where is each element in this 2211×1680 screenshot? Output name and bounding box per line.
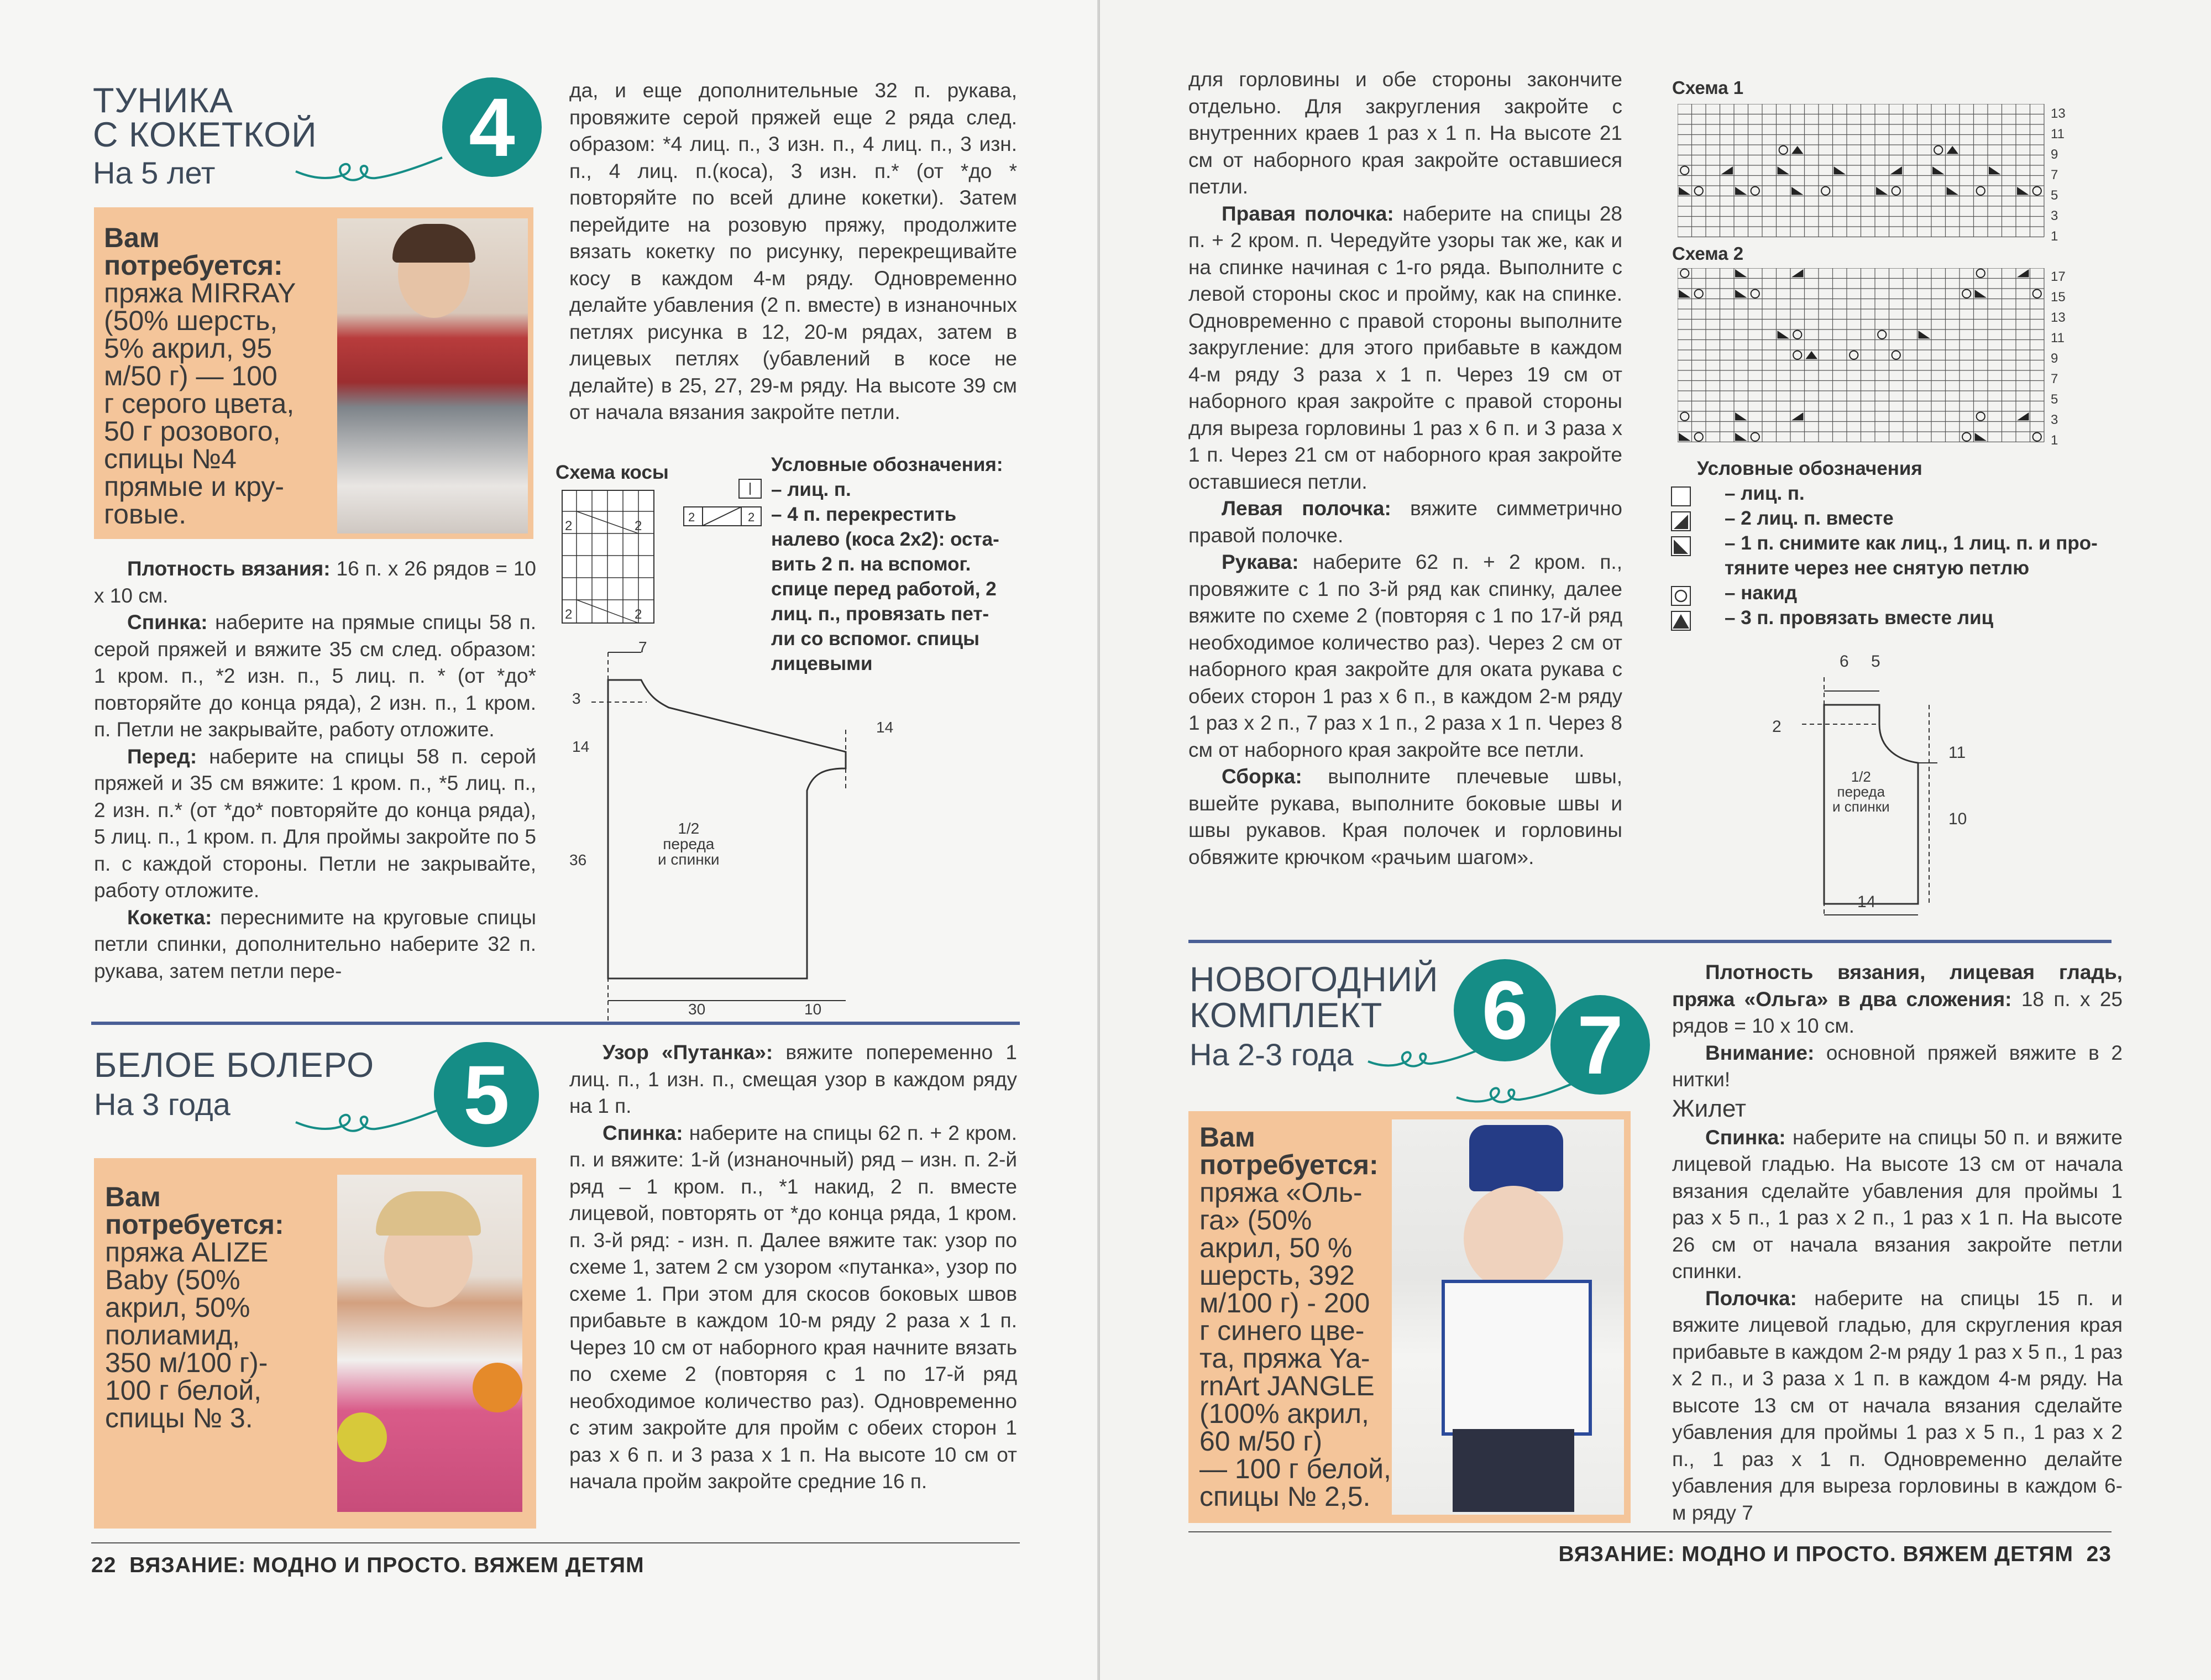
yarn-over-mark: [1695, 187, 1703, 195]
schema2-title: Схема 2: [1672, 243, 1744, 264]
decrease-mark: [2017, 269, 2029, 278]
instruction-paragraph: Плотность вязания, лицевая гладь, пряжа «Ольга» в два сложения: 18 п. х 25 рядов = 10 х 10 см.: [1672, 961, 2123, 1037]
materials-line: — 100 г белой,: [1199, 1453, 1391, 1484]
materials-line: 350 м/100 г)-: [105, 1347, 268, 1378]
yarn-over-mark: [1821, 187, 1830, 195]
yarn-over-mark: [1977, 412, 1985, 421]
yarn-over-mark: [1962, 433, 1971, 441]
materials-line: г синего цве-: [1199, 1315, 1365, 1346]
yarn-over-mark: [1695, 290, 1703, 298]
row-number: 5: [2051, 392, 2058, 407]
legend-line: ли со вспомог. спицы: [771, 628, 980, 650]
braid-mark-2: 2: [635, 519, 642, 533]
instruction-paragraph: Плотность вязания: 16 п. х 26 рядов = 10 х 10 см.: [94, 557, 536, 607]
legend-line: вить 2 п. на вспомог.: [771, 553, 971, 575]
instruction-paragraph: Узор «Путанка»: вяжите попеременно 1 лиц. п., 1 изн. п., смещая узор в каждом ряду на 1 п.: [569, 1041, 1017, 1117]
svg-text:2: 2: [688, 510, 695, 524]
braid-scheme-title: Схема косы: [556, 462, 669, 483]
materials-text-newyear: Вам потребуется: пряжа «Оль- га» (50% акрил, 50 % шерсть, 392 м/100 г) - 200 г синего цве- та, пряжа Ya- rnArt JANGLE (100% акрил, 60 м/50 г) — 100 г белой, спицы № 2,5.: [1199, 1123, 1410, 1510]
materials-line: 50 г розового,: [104, 416, 281, 447]
row-number: 11: [2051, 331, 2065, 346]
materials-line: акрил, 50 %: [1199, 1232, 1353, 1263]
decrease-mark: [1679, 290, 1691, 298]
section-number-4: 4: [442, 77, 542, 177]
legend-symbols: [1669, 485, 1695, 640]
instruction-paragraph: Полочка: наберите на спицы 15 п. и вяжите лицевой гладью, для скругления края прибавьте в каждом 2-м ряду 1 раз х 5 п., 1 раз х 2 п., и 3 раза х 1 п. в каждом 4-м ряду. На высоте 13 см от начала вязания сделайте убавления для проймы 1 раз х 5 п., 1 раз х 2 п., 1 раз х 1 п. Одновременно делайте убавления для выреза горловины в каждом 6-м ряду 7: [1672, 1286, 2123, 1524]
title-bolero: БЕЛОЕ БОЛЕРО: [94, 1046, 375, 1085]
title-tunic-age: На 5 лет: [93, 155, 216, 190]
decrease-mark: [1975, 433, 1987, 441]
title-bolero-age: На 3 года: [94, 1087, 230, 1122]
decrease-mark: [1735, 187, 1747, 195]
title-newyear-line1: НОВОГОДНИЙ: [1190, 960, 1439, 999]
squiggle-decoration: [293, 149, 448, 193]
page-footer-left: 22 ВЯЗАНИЕ: МОДНО И ПРОСТО. ВЯЖЕМ ДЕТЯМ: [91, 1553, 645, 1577]
row-number: 7: [2051, 371, 2058, 386]
materials-text-bolero: Вам потребуется: пряжа ALIZE Baby (50% акрил, 50% полиамид, 350 м/100 г)- 100 г белой, спицы № 3.: [105, 1183, 326, 1432]
braid-mark-4: 2: [635, 607, 642, 622]
decrease-mark: [1679, 187, 1691, 195]
materials-line: м/50 г) — 100: [104, 360, 277, 391]
row-number: 3: [2051, 412, 2058, 427]
legend-line: – 2 лиц. п. вместе: [1725, 507, 1894, 529]
title-tunic-line2: С КОКЕТКОЙ: [93, 116, 317, 154]
decrease-mark: [1947, 146, 1959, 154]
tunic-instructions-col2: да, и еще дополнительные 32 п. рукава, провяжите серой пряжей еще 2 ряда след. образом: *4 лиц. п., 3 изн. п., 4 лиц. п., 3 изн. п., 4 лиц. п.(коса), 3 изн. п.* (от *до * повторяйте по всей длине кокетки). Затем перейдите на розовую пряжу, продолжите вязать кокетку по рисунку, перекрещивайте косу в каждом 4-м ряду. Одновременно делайте убавления (2 п. вместе) в изнаночных петлях рисунка в 12, 20-м рядах, затем в лицевых петлях (убавлений в косе не делайте) в 25, 27, 29-м ряду. На высоте 39 см от начала вязания закройте петли.: [569, 79, 1017, 423]
materials-line: га» (50%: [1199, 1205, 1312, 1236]
legend-line: лиц. п., провязать пет-: [771, 603, 989, 625]
decrease-mark: [1834, 166, 1846, 175]
pattern-label-14b: 14: [876, 719, 894, 736]
vest-label-6: 6: [1840, 652, 1849, 671]
legend-line: – накид: [1725, 582, 1798, 604]
row-number: 3: [2051, 208, 2058, 223]
braid-mark-1: 2: [565, 519, 573, 533]
pattern-label-3: 3: [572, 690, 581, 707]
decrease-mark: [1890, 166, 1903, 175]
materials-line: rnArt JANGLE: [1199, 1370, 1375, 1401]
yarn-over-mark: [2033, 433, 2041, 441]
section-heading: Жилет: [1672, 1095, 1747, 1122]
braid-chart: [561, 489, 655, 625]
materials-line: акрил, 50%: [105, 1292, 250, 1323]
materials-line: спицы № 3.: [105, 1402, 253, 1433]
instruction-paragraph: Левая полочка: вяжите симметрично правой полочке.: [1188, 497, 1622, 547]
instruction-paragraph: Спинка: наберите на спицы 50 п. и вяжите лицевой гладью. На высоте 13 см от начала вязания сделайте убавления для проймы 1 раз х 5 п., 1 раз х 2 п., 1 раз х 1 п. На высоте 26 см от начала вязания закройте петли спинки.: [1672, 1126, 2123, 1283]
yarn-over-mark: [1680, 166, 1689, 175]
instruction-paragraph: Правая полочка: наберите на спицы 28 п. + 2 кром. п. Чередуйте узоры так же, как и на спинке начиная с 1-го ряда. Выполните с левой стороны скос и пройму, как на спинке. Одновременно с правой стороны выполните закругление: для этого прибавьте в каждом 4-м ряду 3 раза х 1 п. Через 19 см от наборного края закройте с правой стороны для выреза горловины 1 раз х 6 п. и 3 раза х 1 п. Через 21 см от наборного края закройте оставшиеся петли.: [1188, 202, 1622, 493]
pattern-half-label: 1/2 переда и спинки: [658, 820, 720, 868]
row-number: 17: [2051, 269, 2066, 284]
yarn-over-mark: [2033, 187, 2041, 195]
decrease-mark: [1791, 146, 1804, 154]
newyear-instructions: [1672, 959, 2123, 1526]
row-number: 9: [2051, 147, 2058, 162]
svg-text:2: 2: [748, 510, 755, 524]
decrease-mark: [1679, 433, 1691, 441]
instruction-paragraph: Спинка: наберите на спицы 62 п. + 2 кром. п. и вяжите: 1-й (изнаночный) ряд – изн. п. 2-й ряд – 1 кром. п., *1 накид, 2 п. вместе лицевой, повторять от *до конца ряда, 1 кром. п. 3-й ряд: - изн. п. Далее вяжите так: узор по схеме 1, затем 2 см узором «путанка», узор по схеме 1. При этом для скосов боковых швов прибавьте в каждом 10-м ряду 2 раза х 1 п. Через 10 см от наборного края начните вязать по схеме 2 (повторяя с 1 по 17-й ряд необходимое количество раз). Одновременно с этим закройте для пройм с обеих сторон 1 раз х 6 п. и 3 раза х 1 п. На высоте 10 см от начала пройм закройте средние 16 п.: [569, 1121, 1017, 1493]
pattern-label-30: 30: [688, 1001, 706, 1018]
child-photo-bolero: [337, 1175, 522, 1512]
yarn-over-mark: [1680, 269, 1689, 278]
instruction-paragraph: Кокетка: переснимите на круговые спицы петли спинки, дополнительно наберите 32 п. рукава, затем петли пере-: [94, 906, 536, 982]
vest-label-11: 11: [1948, 744, 1966, 762]
materials-box-bolero: [94, 1158, 536, 1529]
legend-line: – 1 п. снимите как лиц., 1 лиц. п. и про-: [1725, 532, 2098, 554]
yarn-over-mark: [1892, 187, 1900, 195]
legend-line: – 3 п. провязать вместе лиц: [1725, 607, 1994, 629]
decrease-mark: [1989, 166, 2001, 175]
section-divider: [91, 1022, 1020, 1025]
decrease-mark: [1778, 166, 1790, 175]
row-number: 11: [2051, 127, 2065, 142]
materials-line: Baby (50%: [105, 1264, 240, 1295]
row-number: 9: [2051, 351, 2058, 366]
decrease-mark: [2017, 412, 2029, 421]
yarn-over-mark: [1695, 433, 1703, 441]
legend-line: – лиц. п.: [1725, 483, 1805, 504]
legend-line: спице перед работой, 2: [771, 578, 997, 600]
vest-label-14: 14: [1857, 893, 1876, 911]
materials-line: пряжа ALIZE: [105, 1237, 269, 1268]
row-number: 5: [2051, 188, 2058, 203]
decrease-mark: [1876, 187, 1888, 195]
row-number: 7: [2051, 168, 2058, 182]
row-number: 15: [2051, 290, 2066, 305]
vest-label-5: 5: [1871, 652, 1880, 671]
schema-legend: Условные обозначения – лиц. п. – 2 лиц. п. вместе – 1 п. снимите как лиц., 1 лиц. п. и про- тяните через нее снятую петлю – накид – 3 п. провязать вместе лиц: [1697, 456, 2128, 630]
materials-line: (100% акрил,: [1199, 1398, 1369, 1429]
yarn-over-mark: [1751, 290, 1759, 298]
title-tunic-line1: ТУНИКА: [93, 81, 234, 120]
decrease-mark: [1791, 412, 1804, 421]
yarn-over-mark: [1977, 269, 1985, 278]
decrease-mark: [1735, 290, 1747, 298]
row-number: 1: [2051, 433, 2058, 448]
decrease-mark: [1975, 290, 1987, 298]
vest-label-2: 2: [1772, 718, 1782, 736]
row-number: 13: [2051, 310, 2066, 325]
footer-rule-right: [1188, 1531, 2112, 1532]
materials-line: прямые и кру-: [104, 471, 285, 502]
decrease-mark: [1721, 166, 1733, 175]
materials-line: говые.: [104, 499, 187, 530]
decrease-mark: [1735, 412, 1747, 421]
yarn-over-mark: [1962, 290, 1971, 298]
materials-line: спицы № 2,5.: [1199, 1481, 1371, 1512]
section-number-7: 7: [1550, 995, 1650, 1095]
materials-line: спицы №4: [104, 443, 237, 474]
materials-line: 5% акрил, 95: [104, 333, 273, 364]
pattern-label-14a: 14: [572, 738, 590, 755]
vest-half-label: 1/2 переда и спинки: [1832, 768, 1890, 815]
materials-line: 100 г белой,: [105, 1375, 262, 1406]
legend-line: – 4 п. перекрестить: [771, 504, 957, 525]
instruction-paragraph: Спинка: наберите на прямые спицы 58 п. серой пряжей и вяжите 35 см след. образом: 1 кром. п., *2 изн. п., 5 лиц. п. * (от *до* повторяйте до конца ряда), 2 изн. п., 1 кром. п. Петли не закрывайте, работу отложите.: [94, 611, 536, 741]
yarn-over-mark: [1934, 146, 1942, 154]
materials-text: Вам потребуется: пряжа MIRRAY (50% шерсть, 5% акрил, 95 м/50 г) — 100 г серого цвета, 50 г розового, спицы №4 прямые и кру- говые.: [104, 224, 336, 528]
yarn-over-mark: [1878, 331, 1886, 339]
legend-knit-symbol: [738, 478, 766, 500]
schema1-title: Схема 1: [1672, 77, 1744, 98]
yarn-over-mark: [2033, 290, 2041, 298]
decrease-mark: [2017, 187, 2029, 195]
row-number: 1: [2051, 229, 2058, 244]
legend-line: налево (коса 2х2): оста-: [771, 528, 999, 550]
yarn-over-mark: [1892, 351, 1900, 359]
yarn-over-mark: [1793, 331, 1801, 339]
page-footer-right: ВЯЗАНИЕ: МОДНО И ПРОСТО. ВЯЖЕМ ДЕТЯМ 23: [1558, 1542, 2112, 1566]
row-number: 13: [2051, 106, 2066, 121]
yarn-over-mark: [1793, 351, 1801, 359]
right-page: [1100, 0, 2211, 1680]
yarn-over-mark: [1779, 146, 1788, 154]
materials-line: г серого цвета,: [104, 388, 295, 419]
decrease-mark: [1919, 331, 1931, 339]
yarn-over-mark: [1977, 187, 1985, 195]
yarn-over-mark: [1680, 412, 1689, 421]
materials-line: пряжа MIRRAY: [104, 278, 296, 308]
section-divider-right: [1188, 940, 2112, 943]
instruction-paragraph: для горловины и обе стороны закончите отдельно. Для закругления закройте с внутренних краев 1 раз х 1 п. На высоте 21 см от наборного края закройте оставшиеся петли.: [1188, 68, 1622, 198]
bolero-instructions-cont: [1188, 66, 1622, 871]
schema1-chart: [1678, 104, 2065, 239]
instruction-paragraph: Внимание: основной пряжей вяжите в 2 нитки!: [1672, 1041, 2123, 1091]
section-number-5: 5: [434, 1042, 539, 1147]
schema2-chart: [1678, 268, 2065, 442]
left-page: [0, 0, 1100, 1680]
vest-label-10: 10: [1948, 810, 1967, 828]
decrease-mark: [1791, 269, 1804, 278]
squiggle-decoration-2: [293, 1100, 448, 1144]
child-photo-newyear: [1392, 1119, 1624, 1515]
legend-line: лицевыми: [771, 653, 873, 674]
title-newyear-age: На 2-3 года: [1190, 1037, 1354, 1072]
yarn-over-mark: [1751, 187, 1759, 195]
bolero-instructions: [569, 1039, 1017, 1495]
pattern-label-7: 7: [638, 638, 647, 656]
child-photo-tunic: [337, 218, 528, 533]
materials-line: полиамид,: [105, 1320, 240, 1351]
yarn-over-mark: [1850, 351, 1858, 359]
braid-legend: Условные обозначения: – лиц. п. – 4 п. перекрестить налево (коса 2х2): оста- вить 2 п. на вспомог. спице перед работой, 2 лиц. п., провязать пет- ли со вспомог. спицы лицевыми: [771, 452, 1031, 676]
materials-line: шерсть, 392: [1199, 1260, 1355, 1291]
yarn-over-mark: [1751, 433, 1759, 441]
pattern-label-36: 36: [569, 851, 587, 868]
materials-line: пряжа «Оль-: [1199, 1177, 1363, 1208]
legend-line: тяните через нее снятую петлю: [1725, 557, 2030, 579]
instruction-paragraph: Перед: наберите на спицы 58 п. серой пряжей и 35 см вяжите: 1 кром. п., *5 лиц. п., 2 изн. п.* (от *до* повторяйте до конца ряда), 5 лиц. п., 1 кром. п. Для проймы закройте по 5 п. с каждой стороны. Петли не закрывайте, работу отложите.: [94, 745, 536, 902]
decrease-mark: [1947, 187, 1959, 195]
materials-line: 60 м/50 г): [1199, 1426, 1323, 1457]
footer-rule: [91, 1542, 1020, 1543]
decrease-mark: [1735, 269, 1747, 278]
decrease-mark: [1806, 351, 1818, 359]
materials-box-newyear: [1188, 1111, 1631, 1523]
pattern-label-10: 10: [804, 1001, 822, 1018]
materials-line: та, пряжа Ya-: [1199, 1343, 1370, 1374]
decrease-mark: [1735, 433, 1747, 441]
instruction-paragraph: Сборка: выполните плечевые швы, вшейте рукава, выполните боковые швы и швы рукавов. Края полочек и горловины обвяжите крючком «рачьим шагом».: [1188, 765, 1622, 868]
decrease-mark: [1932, 166, 1945, 175]
decrease-mark: [1791, 187, 1804, 195]
section-number-6: 6: [1454, 959, 1556, 1061]
decrease-mark: [1778, 331, 1790, 339]
materials-box-tunic: [94, 207, 533, 539]
legend-cross-symbol: [683, 506, 766, 528]
braid-mark-3: 2: [565, 607, 573, 622]
tunic-instructions-col1: [94, 556, 536, 985]
materials-line: (50% шерсть,: [104, 305, 278, 336]
tunic-pattern-drawing: [558, 641, 901, 1028]
title-newyear-line2: КОМПЛЕКТ: [1190, 996, 1383, 1035]
instruction-paragraph: Рукава: наберите 62 п. + 2 кром. п., провяжите с 1 по 3-й ряд как спинку, далее вяжите по схеме 2 (повторяя с 1 по 17-й ряд необходимое количество раз). Через 2 см от наборного края закройте для оката рукава с обеих сторон 1 раз х 6 п., в каждом 2-м ряду 1 раз х 2 п., 7 раз х 1 п., 2 раза х 1 п. Через 8 см от наборного края закройте все петли.: [1188, 551, 1622, 761]
materials-line: м/100 г) - 200: [1199, 1288, 1370, 1318]
